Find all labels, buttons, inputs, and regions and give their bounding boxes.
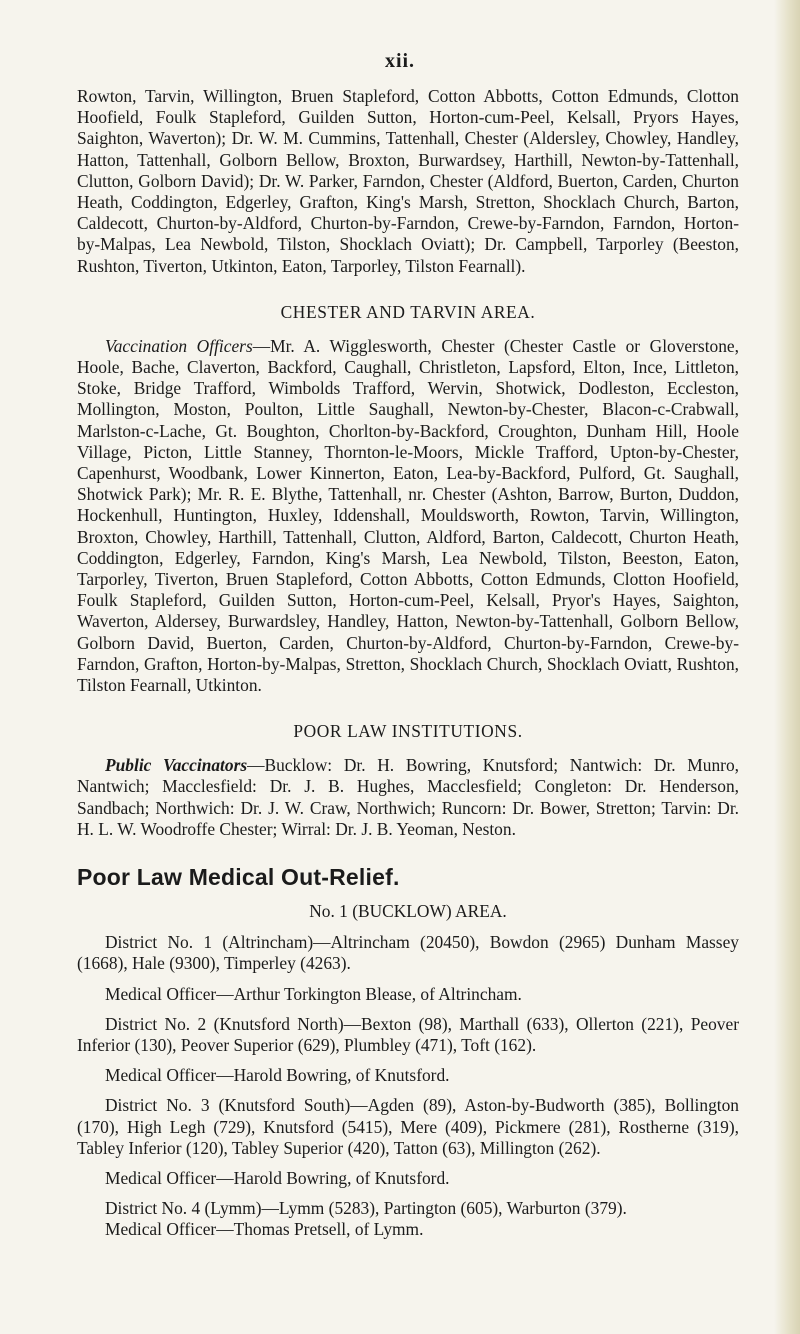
- public-vaccinators-label: Public Vaccinators: [105, 755, 248, 776]
- medical-relief-list: [77, 932, 739, 1240]
- medical-out-relief-heading: Poor Law Medical Out-Relief.: [77, 864, 400, 891]
- bucklow-area-heading: No. 1 (BUCKLOW) AREA.: [309, 901, 507, 922]
- district-3-officer: Medical Officer—Harold Bowring, of Knutsford.: [105, 1167, 450, 1188]
- public-vaccinators-text: —Bucklow: Dr. H. Bowring, Knutsford; Nantwich: Dr. Munro, Nantwich; Macclesfield: Dr. J. B. Hughes, Macclesfield; Congleton: Dr. Henderson, Sandbach; Northwich: Dr. J. W. Craw, Northwich; Runcorn: Dr. Bower, Stretton; Tarvin: Dr. H. L. W. Woodroffe Chester; Wirral: Dr. J. B. Yeoman, Neston.: [77, 755, 739, 839]
- district-4-officer: Medical Officer—Thomas Pretsell, of Lymm.: [105, 1219, 424, 1240]
- chester-tarvin-heading: CHESTER AND TARVIN AREA.: [280, 301, 536, 322]
- district-4-paragraph: District No. 4 (Lymm)—Lymm (5283), Partington (605), Warburton (379).: [105, 1198, 627, 1219]
- vaccination-officers-label: Vaccination Officers: [105, 335, 253, 356]
- vaccination-officers-paragraph: [77, 336, 739, 696]
- district-3-paragraph: District No. 3 (Knutsford South)—Agden (89), Aston-by-Budworth (385), Bollington (170), High Legh (729), Knutsford (5415), Mere (409), Pickmere (281), Rostherne (319), Tabley Inferior (120), Tabley Superior (420), Tatton (63), Millington (262).: [77, 1095, 739, 1158]
- vaccination-officers-text: —Mr. A. Wigglesworth, Chester (Chester Castle or Gloverstone, Hoole, Bache, Claverton, Backford, Caughall, Christleton, Lapsford, Elton, Ince, Littleton, Stoke, Bridge Trafford, Wimbolds Trafford, Wervin, Shotwick, Dodleston, Eccleston, Mollington, Moston, Poulton, Little Saughall, Newton-by-Chester, Blacon-c-Crabwall, Marlston-c-Lache, Gt. Boughton, Chorlton-by-Backford, Croughton, Dunham Hill, Hoole Village, Picton, Little Stanney, Thornton-le-Moors, Mickle Trafford, Upton-by-Chester, Capenhurst, Woodbank, Lower Kinnerton, Eaton, Lea-by-Backford, Pulford, Gt. Saughall, Shotwick Park); Mr. R. E. Blythe, Tattenhall, nr. Chester (Ashton, Barrow, Burton, Duddon, Hockenhull, Huntington, Huxley, Iddenshall, Mouldsworth, Rowton, Tarvin, Willington, Broxton, Chowley, Harthill, Tattenhall, Clutton, Aldford, Barton, Caldecott, Churton Heath, Coddington, Edgerley, Farndon, King's Marsh, Lea Newbold, Tilston, Beeston, Eaton, Tarporley, Tiverton, Bruen Stapleford, Cotton Abbotts, Cotton Edmunds, Clotton Hoofield, Foulk Stapleford, Guilden Sutton, Horton-cum-Peel, Kelsall, Pryor's Hayes, Saighton, Waverton, Aldersey, Burwardsley, Handley, Hatton, Newton-by-Tattenhall, Golborn Bellow, Golborn David, Buerton, Carden, Churton-by-Aldford, Churton-by-Farndon, Crewe-by-Farndon, Grafton, Horton-by-Malpas, Stretton, Shocklach Church, Shocklach Oviatt, Rushton, Tilston Fearnall, Utkinton.: [77, 335, 739, 696]
- poor-law-institutions-heading: POOR LAW INSTITUTIONS.: [293, 721, 523, 742]
- document-body: [77, 86, 739, 1241]
- page-number: xii.: [384, 50, 416, 72]
- public-vaccinators-paragraph: [77, 755, 739, 840]
- district-2-officer: Medical Officer—Harold Bowring, of Knutsford.: [105, 1065, 450, 1086]
- district-1-officer: Medical Officer—Arthur Torkington Blease, of Altrincham.: [105, 983, 522, 1004]
- page-edge-shadow: [774, 0, 800, 1334]
- intro-paragraph: Rowton, Tarvin, Willington, Bruen Stapleford, Cotton Abbotts, Cotton Edmunds, Clotton Hoofield, Foulk Stapleford, Guilden Sutton, Horton-cum-Peel, Kelsall, Pryors Hayes, Saighton, Waverton); Dr. W. M. Cummins, Tattenhall, Chester (Aldersley, Chowley, Handley, Hatton, Tattenhall, Golborn Bellow, Broxton, Burwardsey, Harthill, Newton-by-Tattenhall, Clutton, Golborn David); Dr. W. Parker, Farndon, Chester (Aldford, Buerton, Carden, Churton Heath, Coddington, Edgerley, Grafton, King's Marsh, Stretton, Shocklach Church, Barton, Caldecott, Churton-by-Aldford, Churton-by-Farndon, Crewe-by-Farndon, Farndon, Horton-by-Malpas, Lea Newbold, Tilston, Shocklach Oviatt); Dr. Campbell, Tarporley (Beeston, Rushton, Tiverton, Utkinton, Eaton, Tarporley, Tilston Fearnall).: [77, 86, 739, 276]
- district-2-paragraph: District No. 2 (Knutsford North)—Bexton (98), Marthall (633), Ollerton (221), Peover Inferior (130), Peover Superior (629), Plumbley (471), Toft (162).: [77, 1013, 739, 1055]
- district-1-paragraph: District No. 1 (Altrincham)—Altrincham (20450), Bowdon (2965) Dunham Massey (1668), Hale (9300), Timperley (4263).: [77, 932, 739, 974]
